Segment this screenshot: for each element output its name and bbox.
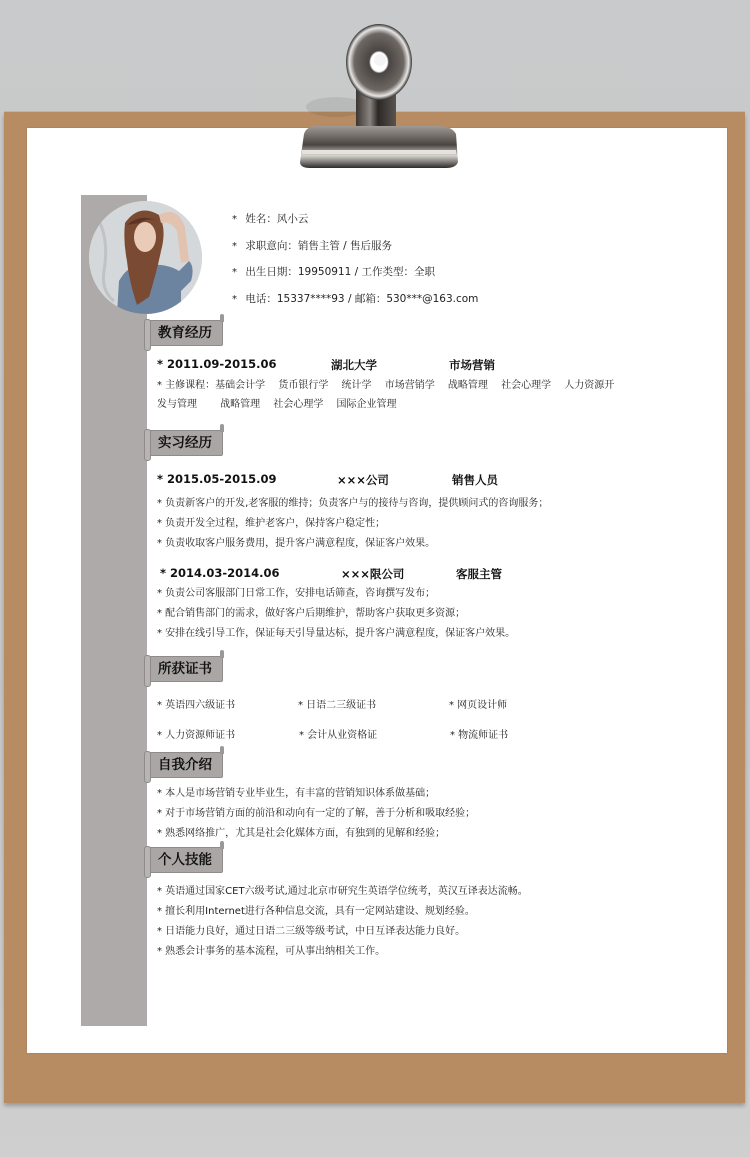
- internship-role: 客服主管: [456, 567, 502, 581]
- skills-list: [157, 884, 528, 964]
- skill-item: * 擅长利用Internet进行各种信息交流，具有一定网站建设、规划经验。: [157, 906, 475, 917]
- bullet: *: [232, 240, 237, 252]
- education-major: 市场营销: [449, 358, 495, 372]
- intro-item: * 熟悉网络推广，尤其是社会化媒体方面，有独到的见解和经验；: [157, 828, 446, 839]
- profile-photo: [89, 201, 202, 314]
- duty-item: * 负责公司客服部门日常工作，安排电话筛查，咨询撰写发布；: [157, 588, 436, 599]
- birth-text: 出生日期：19950911 / 工作类型：全职: [245, 266, 435, 278]
- name-row: [232, 211, 478, 238]
- bullet: *: [232, 267, 237, 278]
- section-header-self-intro: 自我介绍: [147, 752, 223, 778]
- cert-item: * 网页设计师: [449, 700, 508, 711]
- cert-item: * 会计从业资格证: [299, 730, 378, 741]
- duty-item: * 配合销售部门的需求，做好客户后期维护，帮助客户获取更多资源；: [157, 608, 466, 619]
- portrait-photo-icon: [89, 201, 202, 314]
- birth-row: [232, 264, 478, 291]
- bullet: *: [232, 214, 237, 225]
- education-courses: * 主修课程：基础会计学 货币银行学 统计学 市场营销学 战略管理 社会心理学 人力资源开发与管理 战略管理 社会心理学 国际企业管理: [157, 380, 615, 410]
- duty-item: * 负责新客户的开发,老客服的维持；负责客户与的接待与咨询，提供顾问式的咨询服务；: [157, 498, 549, 509]
- duty-item: * 安排在线引导工作，保证每天引导量达标，提升客户满意程度，保证客户效果。: [157, 628, 516, 639]
- internship-entry-head: [160, 566, 515, 582]
- section-header-certificates: 所获证书: [147, 656, 223, 682]
- internship-company: ×××限公司: [341, 567, 405, 581]
- cert-item: * 物流师证书: [450, 730, 509, 741]
- skill-item: * 英语通过国家CET六级考试,通过北京市研究生英语学位统考，英汉互译表达流畅。: [157, 886, 528, 897]
- internship-company: ×××公司: [337, 473, 389, 487]
- cert-item: * 日语二三级证书: [298, 700, 377, 711]
- internship-entry-1: [157, 472, 548, 556]
- cert-item: * 英语四六级证书: [157, 700, 236, 711]
- internship-role: 销售人员: [452, 473, 498, 487]
- profile-info: [232, 211, 478, 317]
- section-header-education: 教育经历: [147, 320, 223, 346]
- education-block: [157, 357, 617, 414]
- left-accent-bar: [81, 195, 147, 1026]
- objective-text: 求职意向：销售主管 / 售后服务: [245, 239, 393, 252]
- skill-item: * 日语能力良好，通过日语二三级等级考试，中日互译表达能力良好。: [157, 926, 466, 937]
- education-period: * 2011.09-2015.06: [157, 357, 277, 371]
- internship-period: * 2014.03-2014.06: [160, 566, 280, 580]
- intro-item: * 对于市场营销方面的前沿和动向有一定的了解，善于分析和吸取经验；: [157, 808, 476, 819]
- internship-entry-2: [157, 566, 516, 646]
- duty-item: * 负责开发全过程，维护老客户，保持客户稳定性；: [157, 518, 386, 529]
- certificates-grid: [157, 696, 557, 756]
- skill-item: * 熟悉会计事务的基本流程，可从事出纳相关工作。: [157, 946, 386, 957]
- binder-clip-icon: [296, 22, 461, 172]
- bullet: *: [232, 293, 237, 305]
- section-header-skills: 个人技能: [147, 847, 223, 873]
- internship-period: * 2015.05-2015.09: [157, 472, 277, 486]
- education-school: 湖北大学: [331, 358, 377, 372]
- contact-row: [232, 291, 478, 318]
- internship-entry-head: [157, 472, 548, 488]
- contact-text: 电话：15337****93 / 邮箱：530***@163.com: [245, 292, 479, 305]
- cert-row: [157, 696, 557, 726]
- intro-item: * 本人是市场营销专业毕业生，有丰富的营销知识体系做基础；: [157, 788, 436, 799]
- objective-row: [232, 238, 478, 265]
- duty-item: * 负责收取客户服务费用，提升客户满意程度，保证客户效果。: [157, 538, 436, 549]
- name-text: 姓名：风小云: [245, 213, 309, 225]
- section-header-internship: 实习经历: [147, 430, 223, 456]
- education-entry: [157, 357, 617, 373]
- cert-item: * 人力资源师证书: [157, 730, 236, 741]
- self-intro-list: [157, 786, 475, 846]
